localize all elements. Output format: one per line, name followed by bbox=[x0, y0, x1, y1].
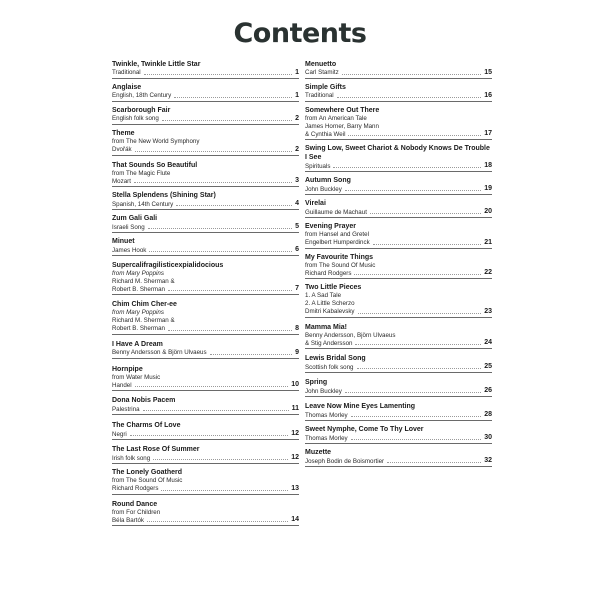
entry-detail: Thomas Morley bbox=[305, 434, 348, 442]
dot-leader bbox=[135, 150, 292, 152]
toc-entry bbox=[112, 237, 299, 256]
dot-leader bbox=[168, 289, 292, 291]
entry-detail: Engelbert Humperdinck bbox=[305, 239, 370, 247]
entry-title: Anglaise bbox=[112, 84, 142, 91]
page-number: 23 bbox=[484, 307, 492, 315]
dot-leader bbox=[148, 227, 292, 229]
dot-leader bbox=[358, 312, 482, 314]
entry-detail: from The Magic Flute bbox=[112, 169, 171, 177]
entry-detail: Robert B. Sherman bbox=[112, 285, 165, 293]
entry-title: I Have A Dream bbox=[112, 340, 163, 348]
toc-entry bbox=[112, 396, 299, 415]
entry-detail: Dvořák bbox=[112, 146, 132, 153]
entry-title: Two Little Pieces bbox=[305, 284, 362, 292]
entry-title: Stella Splendens (Shining Star) bbox=[112, 192, 216, 200]
entry-title: Supercalifragilisticexpialidocious bbox=[112, 262, 224, 270]
toc-entry bbox=[305, 253, 492, 280]
entry-title: Round Dance bbox=[112, 500, 158, 508]
entry-detail: & Cynthia Weil bbox=[305, 130, 346, 138]
entry-detail: Palestrina bbox=[112, 405, 140, 413]
toc-entry bbox=[305, 402, 492, 421]
page-number: 18 bbox=[484, 162, 492, 170]
page-number: 26 bbox=[484, 387, 492, 395]
dot-leader bbox=[162, 119, 292, 121]
entry-detail: Béla Bartók bbox=[112, 516, 144, 524]
entry-detail: Benny Andersson & Björn Ulvaeus bbox=[112, 348, 207, 356]
page-number: 32 bbox=[484, 457, 492, 465]
page-number: 9 bbox=[295, 348, 299, 356]
entry-title: Evening Prayer bbox=[305, 223, 356, 231]
toc-entry bbox=[305, 425, 492, 444]
contents-column-left bbox=[112, 60, 299, 530]
dot-leader bbox=[351, 438, 482, 440]
toc-entry bbox=[112, 129, 299, 156]
dot-leader bbox=[147, 520, 288, 522]
dot-leader bbox=[387, 461, 481, 463]
toc-entry bbox=[305, 144, 492, 172]
entry-detail: Richard M. Sherman & bbox=[112, 277, 175, 285]
dot-leader bbox=[210, 353, 293, 355]
entry-detail: from An American Tale bbox=[305, 115, 367, 122]
page-number: 24 bbox=[484, 339, 492, 347]
entry-detail: Traditional bbox=[112, 69, 141, 77]
toc-entry bbox=[305, 283, 492, 317]
toc-entry bbox=[112, 161, 299, 188]
toc-entry bbox=[305, 106, 492, 140]
toc-entry bbox=[112, 191, 299, 210]
entry-title: My Favourite Things bbox=[305, 253, 374, 261]
entry-detail: Mozart bbox=[112, 177, 131, 185]
dot-leader bbox=[135, 385, 289, 387]
page-number: 22 bbox=[484, 269, 492, 277]
toc-entry bbox=[305, 176, 492, 195]
entry-detail: from Mary Poppins bbox=[112, 309, 164, 317]
dot-leader bbox=[357, 367, 482, 369]
entry-detail: Dmitri Kabalevsky bbox=[305, 307, 355, 315]
dot-leader bbox=[168, 329, 292, 331]
dot-leader bbox=[134, 181, 292, 183]
dot-leader bbox=[130, 434, 288, 436]
entry-title: Muzette bbox=[305, 449, 332, 457]
entry-detail: Thomas Morley bbox=[305, 411, 348, 419]
page-number: 6 bbox=[295, 246, 299, 254]
dot-leader bbox=[351, 415, 482, 417]
page-number: 15 bbox=[484, 69, 492, 76]
dot-leader bbox=[345, 189, 481, 191]
entry-detail: from Water Music bbox=[112, 373, 161, 381]
entry-title: Theme bbox=[112, 130, 135, 137]
entry-detail: Richard Rodgers bbox=[305, 269, 352, 277]
dot-leader bbox=[161, 489, 288, 491]
page-number: 17 bbox=[484, 130, 492, 138]
toc-entry bbox=[112, 261, 299, 295]
entry-title: The Charms Of Love bbox=[112, 422, 181, 430]
entry-detail: Negri bbox=[112, 430, 127, 438]
entry-detail: Traditional bbox=[305, 92, 334, 100]
toc-entry bbox=[112, 83, 299, 102]
page-number: 16 bbox=[484, 92, 492, 99]
entry-detail: John Buckley bbox=[305, 387, 342, 395]
entry-title: Minuet bbox=[112, 238, 135, 246]
page-number: 19 bbox=[484, 185, 492, 193]
entry-detail: Spirituals bbox=[305, 162, 331, 170]
toc-entry bbox=[305, 378, 492, 397]
dot-leader bbox=[143, 409, 289, 411]
page-title: Contents bbox=[233, 18, 367, 49]
entry-detail: from For Children bbox=[112, 508, 161, 516]
entry-detail: Joseph Bodin de Boismortier bbox=[305, 457, 385, 465]
entry-detail: James Hook bbox=[112, 246, 147, 254]
dot-leader bbox=[144, 73, 292, 75]
entry-detail: Carl Stamitz bbox=[305, 69, 339, 77]
page-number: 30 bbox=[484, 434, 492, 442]
entry-detail: Richard Rodgers bbox=[112, 485, 159, 493]
entry-title: Leave Now Mine Eyes Lamenting bbox=[305, 403, 416, 411]
entry-title: Virelai bbox=[305, 200, 326, 208]
page-number: 10 bbox=[291, 381, 299, 389]
entry-title: Sweet Nymphe, Come To Thy Lover bbox=[305, 426, 424, 434]
entry-detail: 1. A Sad Tale bbox=[305, 292, 342, 300]
dot-leader bbox=[333, 166, 481, 168]
toc-entry bbox=[112, 445, 299, 464]
entry-detail: Handel bbox=[112, 381, 132, 389]
page-number: 12 bbox=[291, 430, 299, 438]
entry-detail: Guillaume de Machaut bbox=[305, 208, 367, 216]
entry-detail: Irish folk song bbox=[112, 454, 151, 462]
entry-title: Lewis Bridal Song bbox=[305, 355, 366, 363]
entry-title: Autumn Song bbox=[305, 177, 351, 185]
toc-entry bbox=[112, 106, 299, 125]
page-number: 8 bbox=[295, 324, 299, 332]
entry-detail: Richard M. Sherman & bbox=[112, 316, 175, 324]
entry-detail: from Hansel and Gretel bbox=[305, 231, 369, 239]
entry-title: The Last Rose Of Summer bbox=[112, 446, 200, 454]
toc-entry bbox=[305, 199, 492, 218]
toc-entry bbox=[305, 448, 492, 467]
toc-entry bbox=[112, 500, 299, 527]
entry-detail: & Stig Andersson bbox=[305, 339, 353, 347]
toc-entry bbox=[305, 83, 492, 102]
page-number: 5 bbox=[295, 223, 299, 231]
entry-title: That Sounds So Beautiful bbox=[112, 161, 198, 169]
entry-detail: Spanish, 14th Century bbox=[112, 200, 174, 208]
entry-title: Swing Low, Sweet Chariot & Nobody Knows De Trouble I See bbox=[305, 145, 490, 162]
entry-title: Somewhere Out There bbox=[305, 107, 380, 114]
dot-leader bbox=[345, 391, 481, 393]
entry-detail: Scottish folk song bbox=[305, 363, 354, 371]
entry-detail: Israeli Song bbox=[112, 223, 145, 231]
toc-entry bbox=[305, 354, 492, 373]
toc-entry bbox=[112, 468, 299, 495]
toc-entry bbox=[112, 340, 299, 359]
entry-title: Mamma Mia! bbox=[305, 323, 348, 331]
entry-detail: English folk song bbox=[112, 115, 159, 123]
entry-title: Menuetto bbox=[305, 61, 337, 68]
page-number: 20 bbox=[484, 208, 492, 216]
dot-leader bbox=[355, 343, 481, 345]
dot-leader bbox=[174, 96, 292, 98]
toc-entry bbox=[112, 300, 299, 334]
entry-detail: English, 18th Century bbox=[112, 92, 172, 100]
entry-detail: James Horner, Barry Mann bbox=[305, 122, 379, 130]
toc-entry bbox=[112, 421, 299, 440]
entry-title: Spring bbox=[305, 379, 328, 387]
entry-detail: from Mary Poppins bbox=[112, 270, 164, 278]
dot-leader bbox=[342, 73, 482, 75]
page-number: 2 bbox=[295, 115, 299, 122]
dot-leader bbox=[354, 273, 481, 275]
page-number: 11 bbox=[291, 405, 299, 413]
dot-leader bbox=[337, 96, 482, 98]
dot-leader bbox=[153, 458, 288, 460]
entry-title: Hornpipe bbox=[112, 365, 143, 373]
toc-entry bbox=[305, 60, 492, 79]
toc-entry bbox=[112, 60, 299, 79]
toc-entry bbox=[305, 323, 492, 350]
entry-title: Simple Gifts bbox=[305, 84, 346, 91]
entry-title: Scarborough Fair bbox=[112, 107, 171, 114]
entry-title: Chim Chim Cher-ee bbox=[112, 301, 177, 309]
page-number: 21 bbox=[484, 238, 492, 246]
toc-entry bbox=[305, 222, 492, 249]
entry-title: Zum Gali Gali bbox=[112, 215, 158, 223]
entry-detail: John Buckley bbox=[305, 185, 342, 193]
page-number: 25 bbox=[484, 363, 492, 371]
toc-entry bbox=[112, 214, 299, 233]
page-number: 13 bbox=[291, 484, 299, 492]
page-number: 4 bbox=[295, 200, 299, 208]
page-number: 2 bbox=[295, 145, 299, 153]
page-number: 12 bbox=[291, 454, 299, 462]
dot-leader bbox=[370, 212, 481, 214]
dot-leader bbox=[176, 204, 292, 206]
entry-detail: from The Sound Of Music bbox=[112, 477, 183, 485]
entry-detail: from The Sound Of Music bbox=[305, 261, 376, 269]
entry-detail: from The New World Symphony bbox=[112, 138, 200, 145]
page-number: 1 bbox=[295, 69, 299, 76]
entry-detail: 2. A Little Scherzo bbox=[305, 299, 355, 307]
dot-leader bbox=[149, 250, 292, 252]
page-number: 14 bbox=[291, 516, 299, 524]
page-number: 3 bbox=[295, 177, 299, 185]
entry-title: The Lonely Goatherd bbox=[112, 469, 183, 477]
dot-leader bbox=[348, 134, 481, 136]
page-number: 28 bbox=[484, 411, 492, 419]
toc-entry bbox=[112, 365, 299, 392]
page-number: 7 bbox=[295, 285, 299, 293]
entry-title: Dona Nobis Pacem bbox=[112, 397, 176, 405]
page-number: 1 bbox=[295, 92, 299, 99]
contents-column-right bbox=[305, 60, 492, 471]
entry-title: Twinkle, Twinkle Little Star bbox=[112, 61, 201, 68]
dot-leader bbox=[373, 243, 482, 245]
entry-detail: Benny Andersson, Björn Ulvaeus bbox=[305, 331, 396, 339]
entry-detail: Robert B. Sherman bbox=[112, 324, 165, 332]
